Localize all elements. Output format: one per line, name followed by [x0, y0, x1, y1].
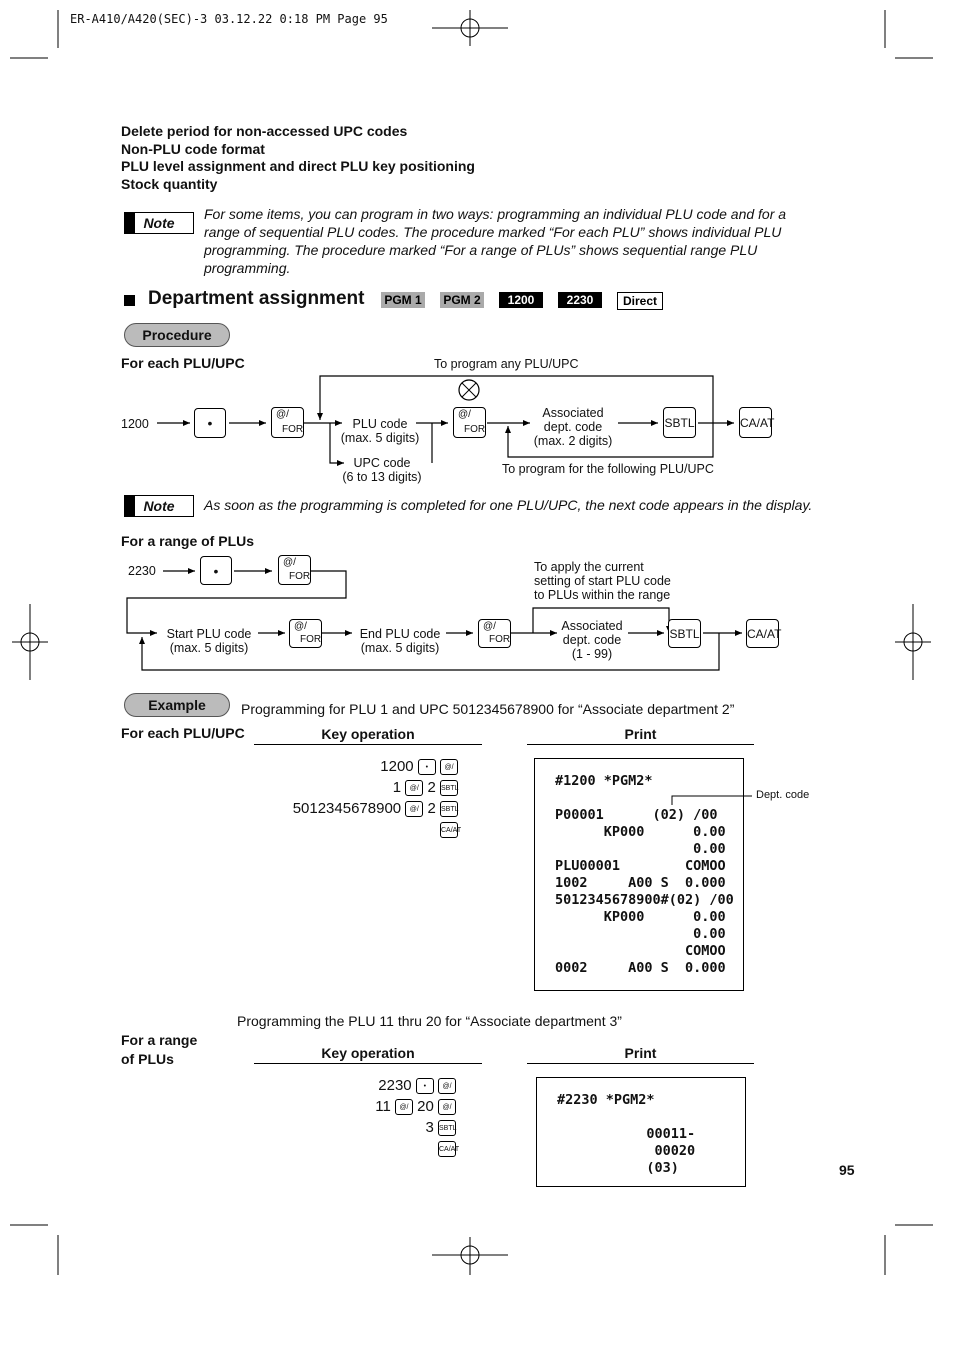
for-range-line: of PLUs — [121, 1051, 174, 1067]
keyop-value: 2 — [427, 779, 436, 796]
key-top-label: @/ — [283, 557, 296, 568]
key-label: CA/AT — [747, 626, 782, 641]
at-for-key-mini: @/ — [395, 1099, 413, 1115]
example-pill: Example — [124, 693, 230, 717]
key-bottom-label: FOR — [300, 634, 322, 645]
key-bottom-label: FOR — [489, 634, 511, 645]
badge-2230: 2230 — [558, 292, 602, 308]
key-top-label: @/ — [276, 409, 289, 420]
diagram1-loop-top: To program any PLU/UPC — [434, 357, 579, 371]
badge-1200: 1200 — [499, 292, 543, 308]
at-for-key-mini: @/ — [405, 780, 423, 796]
badge-direct: Direct — [617, 292, 663, 310]
keyop-row — [254, 1117, 456, 1138]
note-tag-label: Note — [143, 498, 175, 514]
caat-key-mini: CA/AT — [438, 1141, 456, 1157]
note-line: For some items, you can program in two ways: programming an individual PLU code and for a — [204, 206, 787, 222]
assoc-line: dept. code — [543, 420, 603, 434]
assoc-line: Associated — [542, 406, 604, 420]
key-top-label: @/ — [458, 409, 471, 420]
badge-pgm2: PGM 2 — [440, 292, 484, 308]
example-desc2: Programming the PLU 11 thru 20 for “Associate department 3” — [237, 1013, 622, 1029]
sbtl-key-mini: SBTL — [440, 780, 458, 796]
sbtl-key-mini: SBTL — [438, 1120, 456, 1136]
upc-code-line: (6 to 13 digits) — [342, 470, 422, 484]
key-label: SBTL — [664, 415, 695, 430]
for-range-line: For a range — [121, 1032, 198, 1048]
keyop-value: 5012345678900 — [292, 800, 402, 817]
print-header-col: Print — [527, 726, 754, 745]
upc-code-line: UPC code — [353, 456, 411, 470]
section-title: Department assignment — [148, 288, 365, 309]
procedure-pill: Procedure — [124, 323, 230, 347]
keyop-row — [254, 1138, 460, 1159]
print-header-col: Print — [527, 1045, 754, 1064]
note2-text: As soon as the programming is completed for one PLU/UPC, the next code appears in the display. — [204, 497, 813, 513]
caat-key-mini: CA/AT — [440, 822, 458, 838]
assoc-line: Associated — [561, 619, 623, 633]
key-top-label: @/ — [483, 621, 496, 632]
receipt-2: #2230 *PGM2* 00011- 00020 (03) — [536, 1077, 746, 1187]
page-number: 95 — [839, 1162, 855, 1178]
keyop-row — [254, 1075, 456, 1096]
note-line: programming. The procedure marked “For a range of PLUs” shows sequential range PLU — [204, 242, 758, 258]
keyop-value: 1200 — [380, 758, 414, 775]
decimal-key-mini: • — [418, 759, 436, 775]
key-bottom-label: FOR — [289, 571, 311, 582]
example-for-range — [121, 1031, 197, 1069]
keyop-row — [254, 1096, 456, 1117]
keyop-value: 11 — [375, 1098, 391, 1115]
diagram1-heading: For each PLU/UPC — [121, 355, 245, 371]
badge-pgm1: PGM 1 — [381, 292, 425, 308]
diagram1-loop-bottom: To program for the following PLU/UPC — [502, 462, 714, 476]
key-operation-header: Key operation — [254, 726, 482, 745]
topic-3: PLU level assignment and direct PLU key positioning — [121, 158, 475, 174]
diagram1-start-code: 1200 — [121, 417, 149, 431]
key-bottom-label: FOR — [464, 424, 486, 435]
apply-line: to PLUs within the range — [534, 588, 671, 602]
keyop-value: 2230 — [378, 1077, 412, 1094]
dept-code-callout: Dept. code — [756, 789, 810, 801]
end-plu-line: End PLU code — [359, 627, 441, 641]
decimal-key-mini: • — [416, 1078, 434, 1094]
key-label: CA/AT — [740, 415, 775, 430]
diagram2-start-code: 2230 — [128, 564, 156, 578]
topic-4: Stock quantity — [121, 176, 218, 192]
print-header: ER-A410/A420(SEC)-3 03.12.22 0:18 PM Page 95 — [70, 12, 388, 26]
at-for-key-mini: @/ — [438, 1099, 456, 1115]
keyop-value: 1 — [392, 779, 402, 796]
sbtl-key-mini: SBTL — [440, 801, 458, 817]
start-plu-line: (max. 5 digits) — [169, 641, 249, 655]
plu-code-line: PLU code — [352, 417, 408, 431]
key-bottom-label: FOR — [282, 424, 304, 435]
note-line: range of sequential PLU codes. The procedure marked “For each PLU” shows individual PLU — [204, 224, 782, 240]
note-line: programming. — [204, 260, 291, 276]
assoc-line: dept. code — [562, 633, 622, 647]
keyop2 — [254, 1075, 460, 1159]
key-top-label: @/ — [294, 621, 307, 632]
assoc-line: (1 - 99) — [571, 647, 613, 661]
at-for-key-mini: @/ — [405, 801, 423, 817]
apply-line: To apply the current — [534, 560, 644, 574]
start-plu-line: Start PLU code — [166, 627, 252, 641]
at-for-key-mini: @/ — [438, 1078, 456, 1094]
at-for-key-mini: @/ — [440, 759, 458, 775]
example-for-each: For each PLU/UPC — [121, 725, 245, 741]
key-label: SBTL — [669, 626, 700, 641]
end-plu-line: (max. 5 digits) — [360, 641, 440, 655]
apply-line: setting of start PLU code — [534, 574, 671, 588]
keyop-value: 2 — [427, 800, 436, 817]
diagram2-heading: For a range of PLUs — [121, 533, 255, 549]
assoc-line: (max. 2 digits) — [533, 434, 613, 448]
note-tag-label: Note — [143, 215, 175, 231]
example-desc1: Programming for PLU 1 and UPC 5012345678900 for “Associate department 2” — [241, 701, 735, 717]
topic-2: Non-PLU code format — [121, 141, 265, 157]
plu-code-line: (max. 5 digits) — [340, 431, 420, 445]
keyop-value: 20 — [417, 1098, 434, 1115]
topic-1: Delete period for non-accessed UPC codes — [121, 123, 408, 139]
receipt-1: #1200 *PGM2* P00001 (02) /00 KP000 0.00 0.00 PLU00001 COMOO 1002 A00 S 0.000 5012345678900#(02) /00 KP000 0.00 0.00 COMOO 0002 A00 S 0.000 — [534, 758, 744, 991]
keyop-value: 3 — [425, 1119, 434, 1136]
key-operation-header: Key operation — [254, 1045, 482, 1064]
